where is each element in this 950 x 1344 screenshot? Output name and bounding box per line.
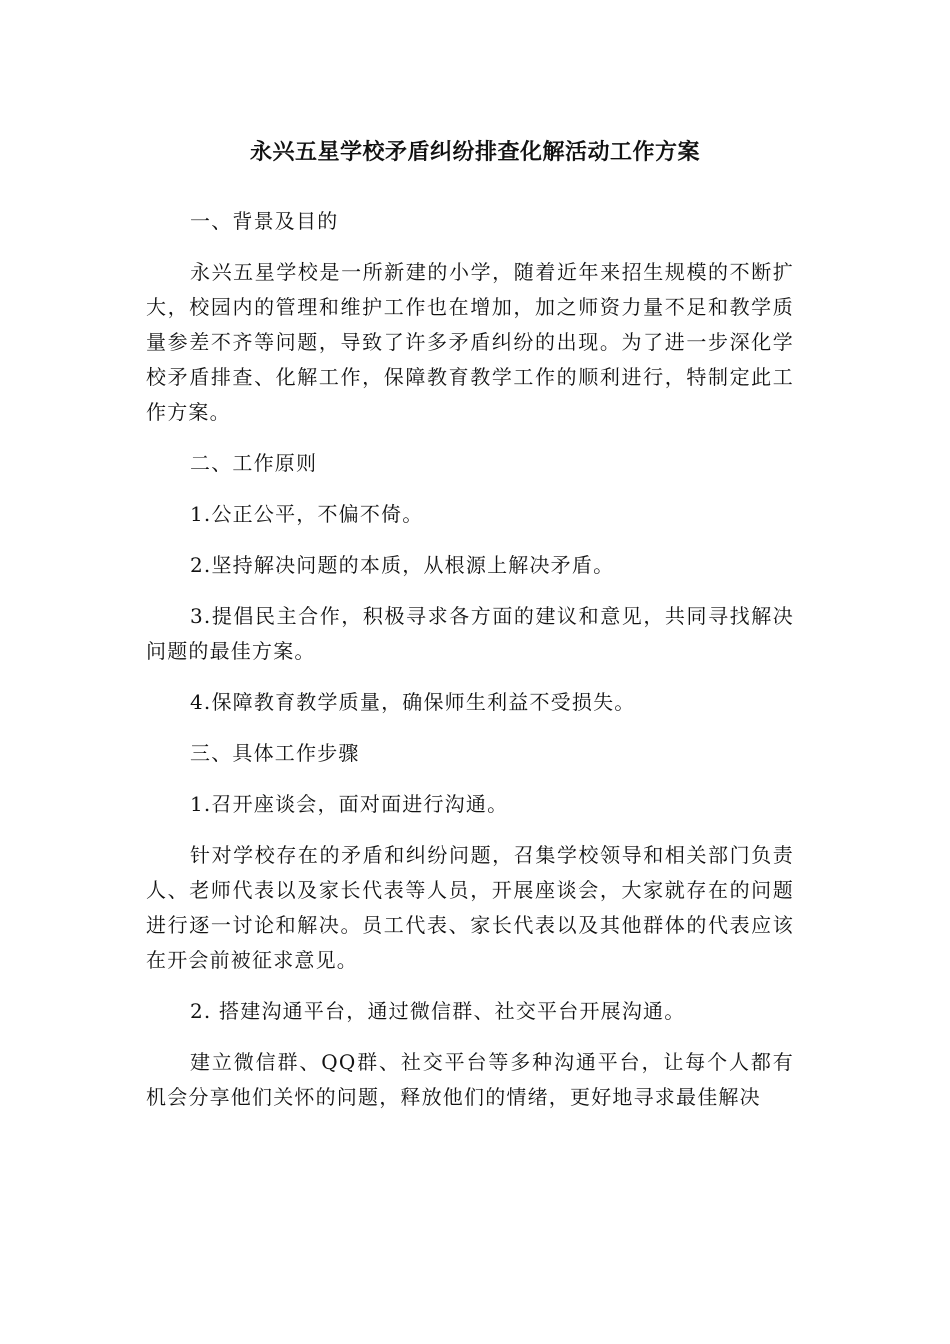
step-item-1: 1.召开座谈会，面对面进行沟通。 xyxy=(190,792,509,816)
section-heading-background: 一、背景及目的 xyxy=(190,209,339,233)
step-2-description: 建立微信群、QQ群、社交平台等多种沟通平台，让每个人都有机会分享他们关怀的问题，释放他们的情绪，更好地寻求最佳解决 xyxy=(146,1050,794,1109)
principle-item-3: 3.提倡民主合作，积极寻求各方面的建议和意见，共同寻找解决问题的最佳方案。 xyxy=(146,604,794,663)
section-heading-steps: 三、具体工作步骤 xyxy=(190,741,360,765)
principle-item-1: 1.公正公平，不偏不倚。 xyxy=(190,502,424,526)
document-body xyxy=(146,204,794,1131)
step-item-2: 2. 搭建沟通平台，通过微信群、社交平台开展沟通。 xyxy=(190,999,686,1023)
principle-item-4: 4.保障教育教学质量，确保师生利益不受损失。 xyxy=(190,690,636,714)
principle-item-2: 2.坚持解决问题的本质，从根源上解决矛盾。 xyxy=(190,553,615,577)
document-title: 永兴五星学校矛盾纠纷排查化解活动工作方案 xyxy=(249,140,700,165)
paragraph-background: 永兴五星学校是一所新建的小学，随着近年来招生规模的不断扩大，校园内的管理和维护工作也在增加，加之师资力量不足和教学质量参差不齐等问题，导致了许多矛盾纠纷的出现。为了进一步深化学校矛盾排查、化解工作，保障教育教学工作的顺利进行，特制定此工作方案。 xyxy=(146,260,794,424)
section-heading-principles: 二、工作原则 xyxy=(190,451,318,475)
step-1-description: 针对学校存在的矛盾和纠纷问题，召集学校领导和相关部门负责人、老师代表以及家长代表等人员，开展座谈会，大家就存在的问题进行逐一讨论和解决。员工代表、家长代表以及其他群体的代表应该在开会前被征求意见。 xyxy=(146,843,794,972)
